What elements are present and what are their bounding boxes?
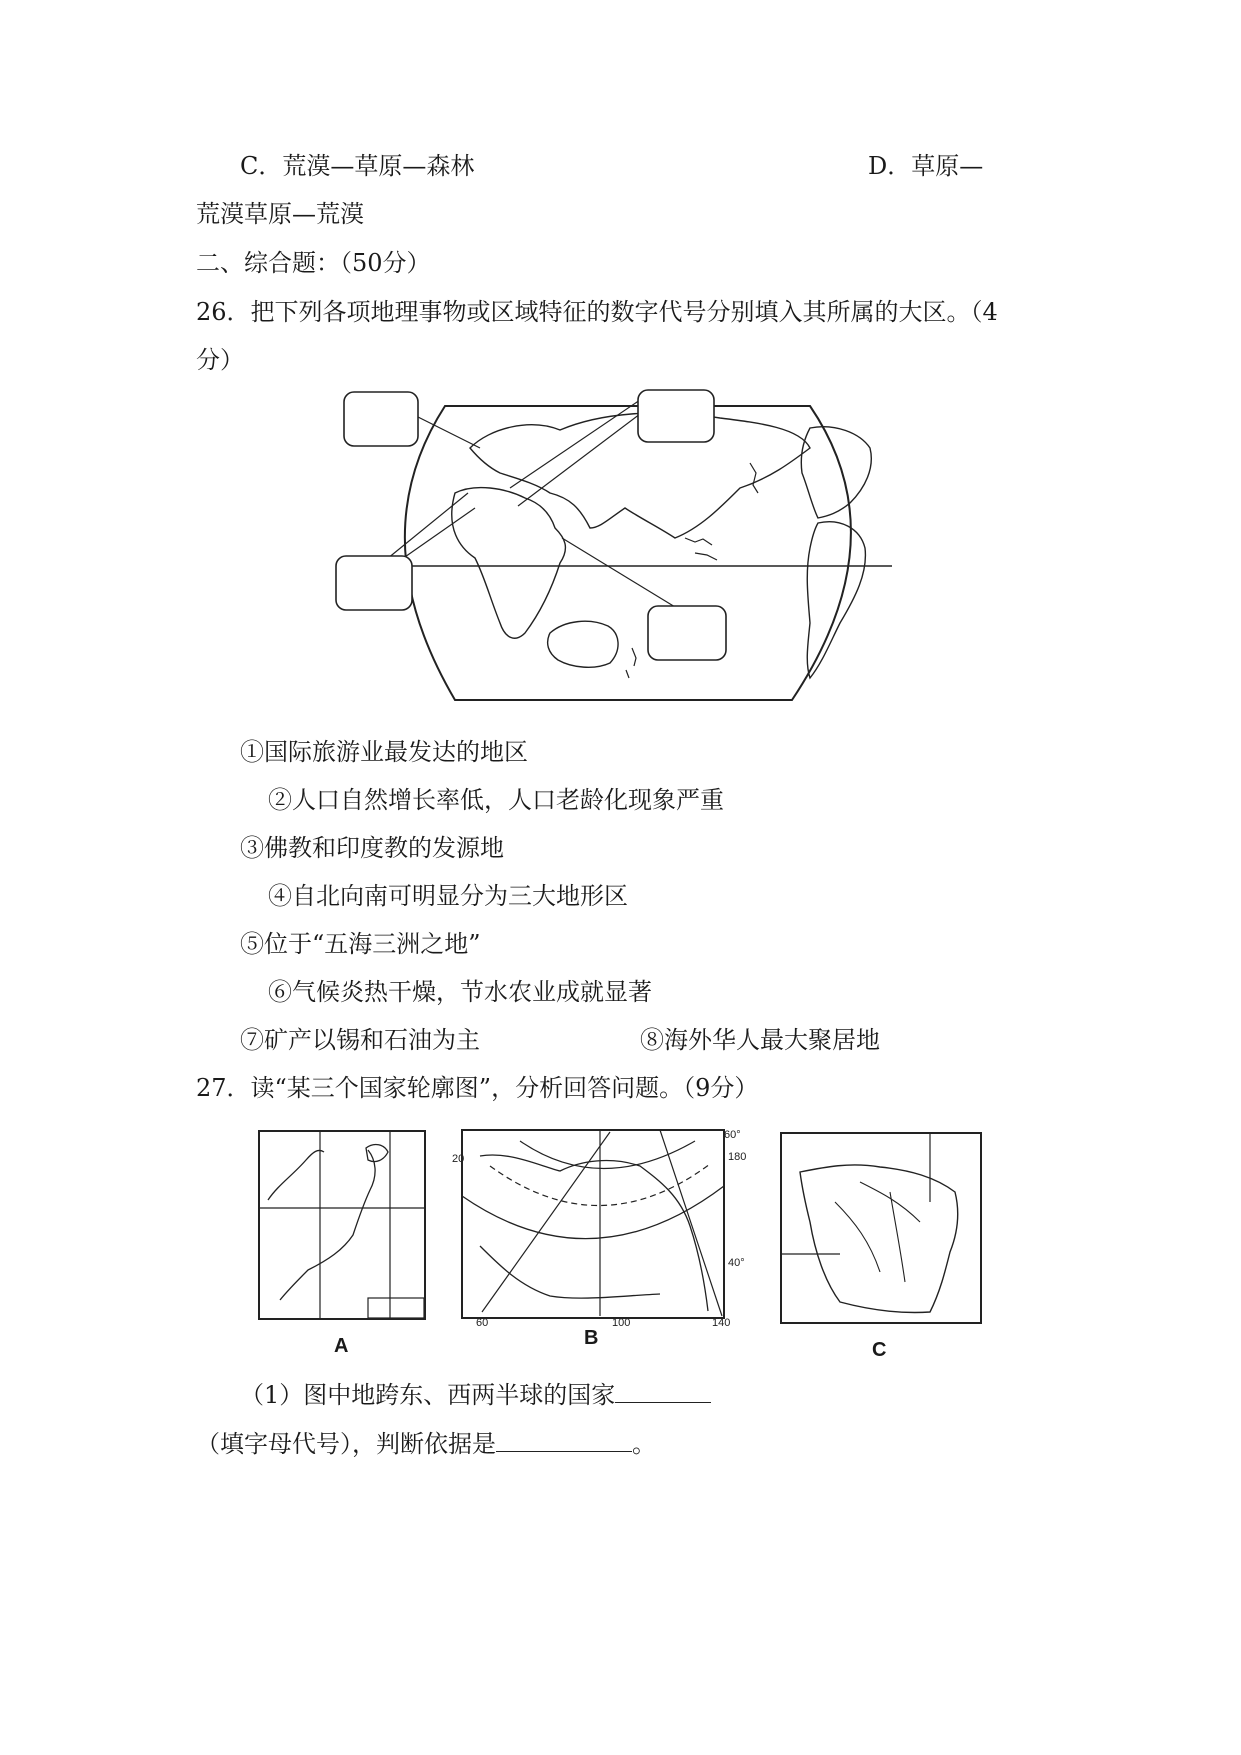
- answer-box-top-right: [638, 390, 714, 442]
- answer-box-top-left: [344, 392, 418, 446]
- q26-item-6: ⑥气候炎热干燥，节水农业成就显著: [268, 978, 652, 1006]
- map-c-rivers: [835, 1182, 920, 1282]
- country-map-a: [258, 1130, 426, 1320]
- option-d-continued: 荒漠草原—荒漠: [196, 200, 364, 228]
- leader-line-middle-east: [382, 493, 468, 563]
- leader-line-southeast-asia: [562, 538, 680, 610]
- q26-item-3: ③佛教和印度教的发源地: [240, 834, 504, 862]
- q26-item-2: ②人口自然增长率低，人口老龄化现象严重: [268, 786, 724, 814]
- q27-sub1-text-2: （填字母代号），判断依据是: [196, 1430, 496, 1458]
- q26-item-4: ④自北向南可明显分为三大地形区: [268, 882, 628, 910]
- answer-box-bottom-right: [648, 606, 726, 660]
- leader-line-south-asia: [518, 414, 640, 506]
- section-title: 二、综合题：（50分）: [196, 249, 431, 277]
- leader-line-europe: [410, 413, 480, 448]
- africa-outline: [452, 488, 566, 639]
- map-b-tick-20: 20: [452, 1153, 465, 1165]
- map-b-tick-40deg: 40°: [728, 1257, 745, 1269]
- option-c: C．荒漠—草原—森林: [240, 152, 475, 180]
- australia-outline: [548, 621, 618, 667]
- map-b-tick-60: 60: [476, 1317, 489, 1329]
- southeast-asia-islands: [685, 538, 717, 560]
- map-a-label: A: [334, 1335, 349, 1357]
- option-d: D．草原—: [868, 152, 984, 180]
- map-b-meridian-3: [660, 1130, 722, 1316]
- map-b-tick-180: 180: [728, 1151, 747, 1163]
- map-c-label: C: [872, 1339, 887, 1361]
- south-america-outline: [807, 522, 865, 678]
- q26-stem-line1: 26．把下列各项地理事物或区域特征的数字代号分别填入其所属的大区。（4: [196, 298, 998, 326]
- q27-answer-blank-country[interactable]: [615, 1378, 711, 1403]
- q27-sub1-line2: [196, 1427, 656, 1460]
- q26-item-1: ①国际旅游业最发达的地区: [240, 738, 528, 766]
- map-b-meridian-1: [482, 1132, 610, 1312]
- map-b-frame: [462, 1130, 724, 1318]
- q27-sub1-text: （1）图中地跨东、西两半球的国家: [240, 1381, 616, 1409]
- map-a-hokkaido: [366, 1145, 388, 1162]
- japan-islands: [750, 463, 758, 493]
- leader-line-east-asia: [510, 400, 640, 488]
- map-a-coastline: [268, 1150, 375, 1300]
- new-zealand-islands: [626, 648, 636, 678]
- q26-item-8: ⑧海外华人最大聚居地: [640, 1026, 880, 1054]
- map-b-country-outline: [480, 1155, 708, 1311]
- map-a-legend-box: [368, 1298, 424, 1318]
- q27-answer-blank-reason[interactable]: [496, 1427, 632, 1452]
- q27-sub1-line1: [240, 1378, 711, 1411]
- map-b-tick-140: 140: [712, 1317, 731, 1329]
- map-b-tick-60deg: 60°: [724, 1129, 741, 1141]
- q26-stem-line2: 分）: [196, 346, 244, 374]
- q27-sub1-period: 。: [632, 1430, 656, 1458]
- q26-item-7: ⑦矿产以锡和石油为主: [240, 1026, 480, 1054]
- map-b-label: B: [584, 1327, 599, 1349]
- country-map-c: [780, 1132, 982, 1324]
- map-a-frame: [259, 1131, 425, 1319]
- north-america-outline: [801, 427, 871, 518]
- map-b-tick-100: 100: [612, 1317, 631, 1329]
- map-c-country-outline: [800, 1165, 958, 1313]
- q27-stem: 27．读“某三个国家轮廓图”，分析回答问题。（9分）: [196, 1074, 759, 1102]
- answer-box-bottom-left: [336, 556, 412, 610]
- country-map-b: [452, 1126, 760, 1329]
- world-map-figure: [340, 388, 910, 718]
- q26-item-5: ⑤位于“五海三洲之地”: [240, 930, 481, 958]
